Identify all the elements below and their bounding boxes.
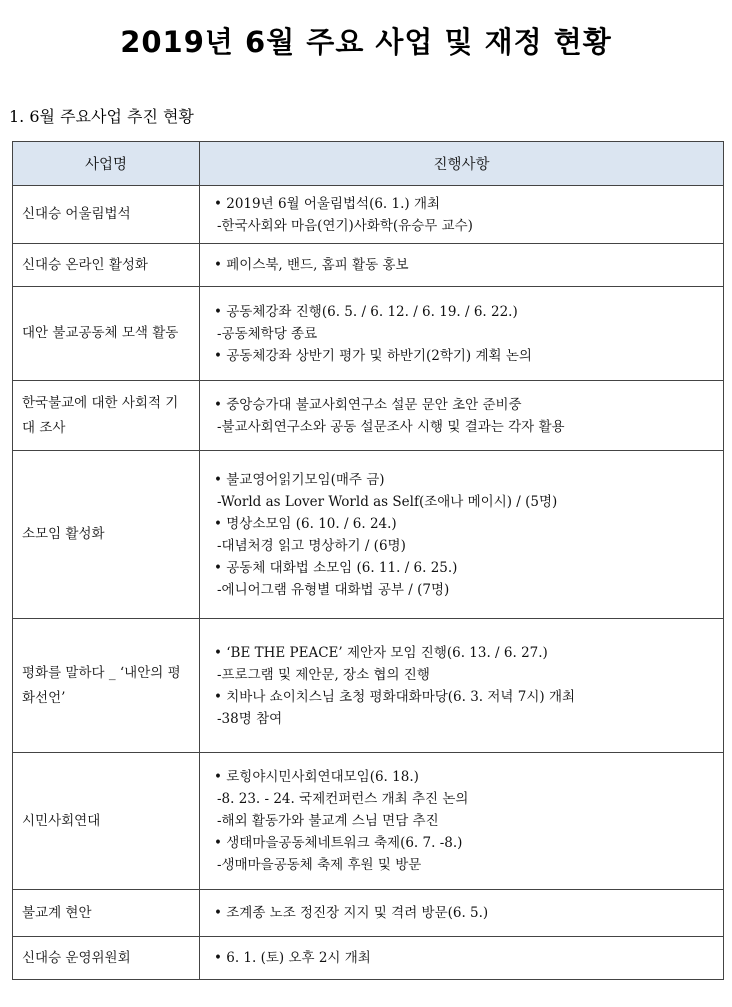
- table-row: [13, 244, 724, 287]
- progress-item: • 생태마을공동체네트워크 축제(6. 7. -8.): [214, 835, 463, 851]
- table-row: [13, 753, 724, 890]
- progress-item: • 중앙승가대 불교사회연구소 설문 문안 초안 준비중: [214, 396, 522, 413]
- table-row: [13, 186, 724, 244]
- progress-cell: [200, 287, 724, 381]
- progress-cell: [200, 753, 724, 890]
- progress-item: • ‘BE THE PEACE’ 제안자 모임 진행(6. 13. / 6. 27.): [214, 644, 548, 661]
- progress-cell: [200, 619, 724, 753]
- document-title: 2019년 6월 주요 사업 및 재정 현황: [120, 25, 612, 59]
- business-name-cell: 대안 불교공동체 모색 활동: [13, 287, 200, 381]
- business-name-cell: 시민사회연대: [13, 753, 200, 890]
- progress-item: • 페이스북, 밴드, 홈피 활동 홍보: [214, 257, 409, 273]
- table-row: [13, 287, 724, 381]
- progress-cell: [200, 244, 724, 287]
- progress-item: • 불교영어읽기모임(매주 금): [214, 471, 385, 488]
- table-row: [13, 381, 724, 451]
- progress-subitem: -8. 23. - 24. 국제컨퍼런스 개최 추진 논의: [217, 791, 469, 807]
- progress-subitem: -한국사회와 마음(연기)사화학(유승무 교수): [217, 217, 473, 234]
- progress-subitem: -프로그램 및 제안문, 장소 협의 진행: [217, 666, 430, 683]
- progress-item: • 공동체강좌 진행(6. 5. / 6. 12. / 6. 19. / 6. 22.): [214, 303, 518, 320]
- table-header-row: [13, 142, 724, 186]
- section-heading: 1. 6월 주요사업 추진 현황: [9, 107, 194, 126]
- business-name-cell: 소모임 활성화: [13, 451, 200, 619]
- progress-subitem: -에니어그램 유형별 대화법 공부 / (7명): [217, 581, 450, 598]
- progress-item: • 치바나 쇼이치스님 초청 평화대화마당(6. 3. 저녁 7시) 개최: [214, 688, 576, 705]
- progress-subitem: -대념처경 읽고 명상하기 / (6명): [217, 537, 406, 554]
- table-row: [13, 890, 724, 937]
- progress-cell: [200, 937, 724, 980]
- progress-item: • 공동체강좌 상반기 평가 및 하반기(2학기) 계획 논의: [214, 347, 532, 364]
- progress-cell: [200, 186, 724, 244]
- progress-item: • 명상소모임 (6. 10. / 6. 24.): [214, 515, 397, 532]
- progress-subitem: -World as Lover World as Self(조애나 메이시) / (5명): [217, 493, 558, 510]
- progress-cell: [200, 381, 724, 451]
- progress-cell: [200, 451, 724, 619]
- progress-subitem: -공동체학당 종료: [217, 325, 318, 342]
- business-name-cell: 한국불교에 대한 사회적 기대 조사: [13, 381, 200, 451]
- business-status-table: [12, 141, 724, 980]
- progress-item: • 공동체 대화법 소모임 (6. 11. / 6. 25.): [214, 559, 458, 576]
- progress-item: • 로힝야시민사회연대모임(6. 18.): [214, 769, 419, 785]
- progress-subitem: -38명 참여: [217, 710, 283, 727]
- header-progress: 진행사항: [200, 142, 724, 186]
- table-row: [13, 937, 724, 980]
- business-name-cell: 불교계 현안: [13, 890, 200, 937]
- business-name-cell: 신대승 온라인 활성화: [13, 244, 200, 287]
- progress-cell: [200, 890, 724, 937]
- progress-subitem: -생매마을공동체 축제 후원 및 방문: [217, 857, 422, 873]
- header-business-name: 사업명: [13, 142, 200, 186]
- progress-item: • 6. 1. (토) 오후 2시 개최: [214, 950, 371, 966]
- progress-subitem: -해외 활동가와 불교계 스님 면담 추진: [217, 813, 439, 829]
- progress-subitem: -불교사회연구소와 공동 설문조사 시행 및 결과는 각자 활용: [217, 418, 565, 435]
- business-name-cell: 신대승 어울림법석: [13, 186, 200, 244]
- business-name-cell: 신대승 운영위원회: [13, 937, 200, 980]
- table-body: [13, 186, 724, 980]
- table-row: [13, 451, 724, 619]
- table-row: [13, 619, 724, 753]
- progress-item: • 조계종 노조 정진장 지지 및 격려 방문(6. 5.): [214, 905, 489, 921]
- progress-item: • 2019년 6월 어울림법석(6. 1.) 개최: [214, 195, 441, 212]
- business-name-cell: 평화를 말하다 _ ‘내안의 평화선언’: [13, 619, 200, 753]
